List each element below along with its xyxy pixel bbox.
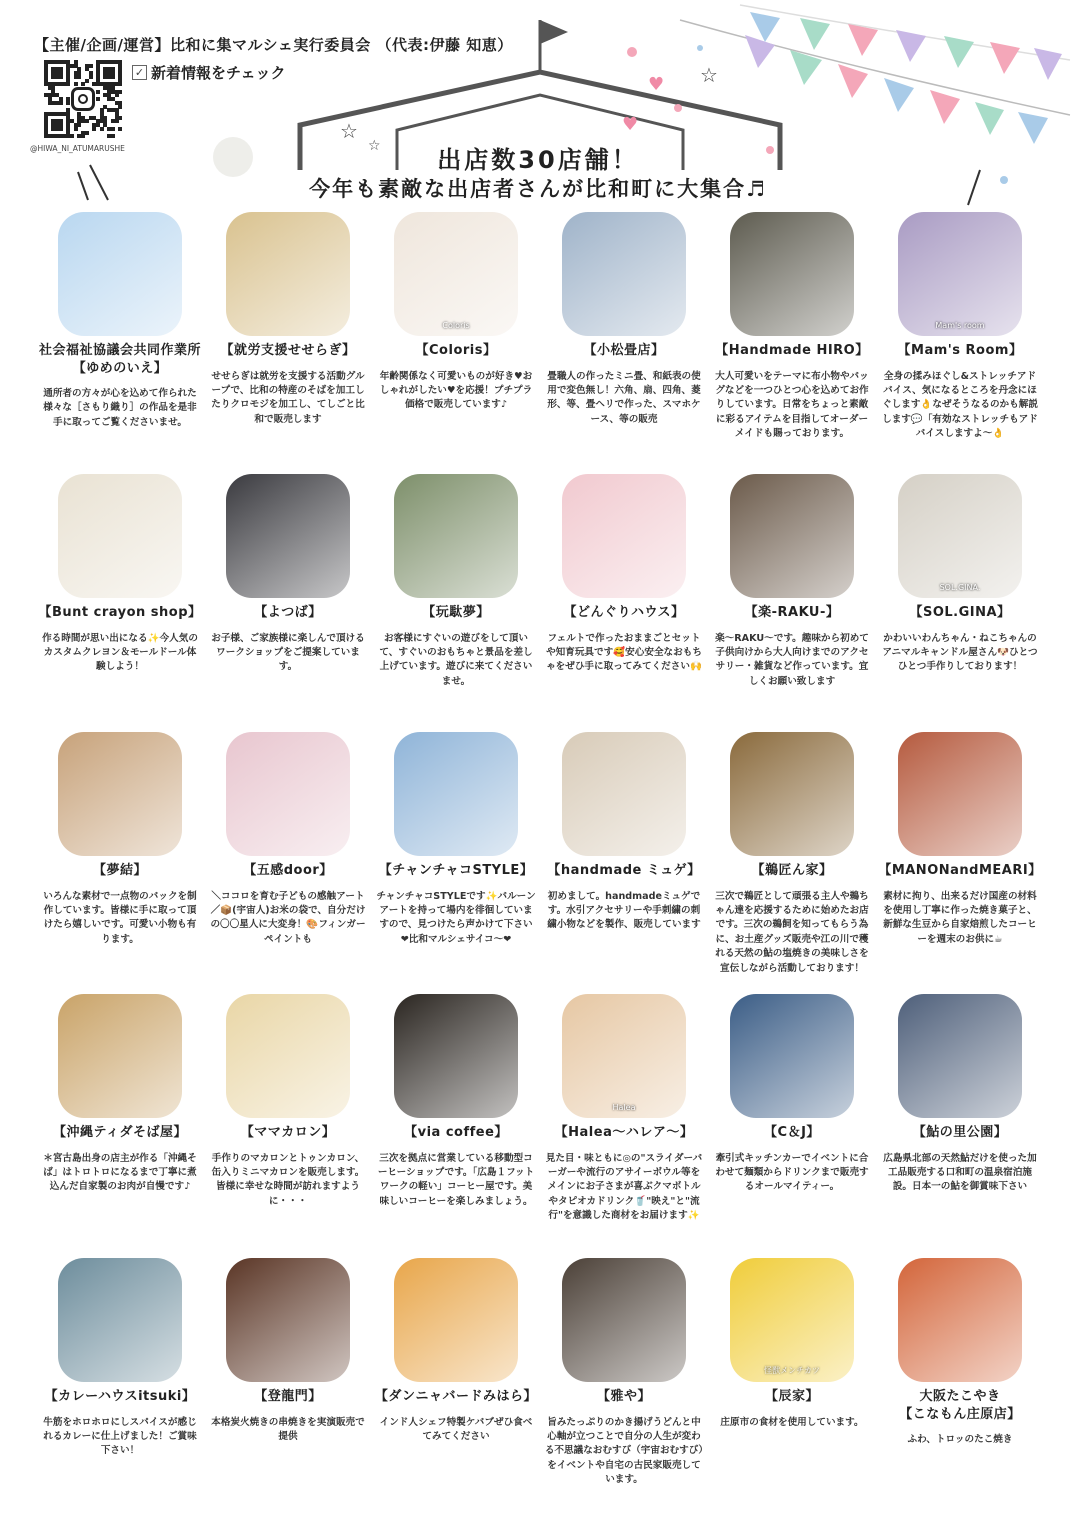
shop-photo (562, 732, 686, 856)
shop-card (540, 1258, 708, 1488)
shop-name: 【鵜匠ん家】 (751, 863, 833, 878)
shop-card (36, 474, 204, 675)
bunting-flag (838, 64, 868, 98)
shop-photo (898, 1258, 1022, 1382)
shop-description: 素材に拘り、出来るだけ国産の材料を使用し丁寧に作った焼き菓子と、新鮮な生豆から自家焙煎したコーヒーを週末のお供に☕ (883, 890, 1037, 945)
shop-card (708, 212, 876, 442)
shop-photo (394, 474, 518, 598)
shop-photo (562, 1258, 686, 1382)
shop-name: 大阪たこやき 【こなもん庄原店】 (899, 1389, 1021, 1422)
shop-card (708, 732, 876, 976)
shop-photo (226, 732, 350, 856)
shop-photo (898, 994, 1022, 1118)
bunting-flag (1034, 48, 1062, 80)
shop-description: 広島県北部の天然鮎だけを使った加工品販売する口和町の温泉宿泊施設。日本一の鮎を御賞味下さい (883, 1152, 1037, 1193)
shop-description: 見た目・味ともに◎の"スライダーバーガーや流行のアサイーボウル等をメインにお子さまが喜ぶクマボトルやタピオカドリンク🥤"映え"と"流行"を意識した商材をお届けます✨ (545, 1152, 703, 1222)
shop-name: 【カレーハウスitsuki】 (44, 1389, 196, 1404)
check-news-label: 新着情報をチェック (151, 64, 286, 82)
shop-card (708, 994, 876, 1195)
shop-photo (58, 994, 182, 1118)
shop-card (708, 474, 876, 689)
title-shop-count: 出店数30店舗！ (437, 146, 639, 174)
shop-description: 全身の揉みほぐし&ストレッチアドバイス、気になるところを丹念にほぐします👌なぜそうなるのかも解説します💬「有効なストレッチもアドバイスしますよ〜👌 (882, 370, 1038, 440)
shop-name: 【C＆J】 (764, 1125, 820, 1140)
heart-icon: ♥ (648, 74, 665, 95)
shop-description: 楽〜RAKU〜です。趣味から初めて子供向けから大人向けまでのアクセサリー・雑貨など作っています。宜しくお願い致します (715, 632, 869, 687)
shop-photo (898, 474, 1022, 598)
shop-photo (226, 474, 350, 598)
shop-description: ＼ココロを育む子どもの感触アート／📦(宇宙人)お米の袋で、自分だけの〇〇星人に大変身！🎨フィンガーペイントも (210, 890, 366, 945)
organizer-text: 【主催/企画/運営】比和に集マルシェ実行委員会 （代表:伊藤 知恵） (34, 36, 513, 54)
shop-description: 手作りのマカロンとトゥンカロン、缶入りミニマカロンを販売します。皆様に幸せな時間が訪れますように・・・ (211, 1152, 365, 1207)
shop-description: 三次を拠点に営業している移動型コーヒーショップです。「広島１フットワークの軽い」コーヒー屋です。美味しいコーヒーを楽しみましょう。 (377, 1152, 535, 1207)
header (0, 0, 1076, 210)
shop-description: フェルトで作ったおままごとセットや知育玩具です🥰安心安全なおもちゃをぜひ手に取ってみてください🙌 (546, 632, 702, 673)
shop-photo (730, 994, 854, 1118)
shop-card (36, 212, 204, 430)
shop-description: 庄原市の食材を使用しています。 (720, 1416, 864, 1428)
shop-description: 大人可愛いをテーマに布小物やバッグなどを一つひとつ心を込めてお作りしています。日常をちょっと素敵に彩るアイテムを目指してオーダーメイドも賜っております。 (715, 370, 869, 440)
star-icon: ☆ (700, 63, 718, 87)
shop-name: 【辰家】 (764, 1389, 819, 1404)
shop-card (372, 212, 540, 413)
shop-card (540, 212, 708, 427)
shop-photo (226, 1258, 350, 1382)
shop-description: 通所者の方々が心を込めて作られた様々な［さもり織り］の作品を是非手に取ってご覧くださいませ。 (43, 388, 197, 428)
shop-card (876, 994, 1044, 1195)
check-news-row[interactable] (132, 62, 286, 83)
shop-description: お客様にすぐいの遊びをして頂いて、すぐいのおもちゃと景品を差し上げています。遊びに来てくださいませ。 (379, 632, 533, 687)
shop-photo (730, 212, 854, 336)
shop-name: 【登龍門】 (254, 1389, 322, 1404)
shop-name: 【五感door】 (243, 863, 333, 878)
shop-name: 【via coffee】 (404, 1125, 508, 1140)
shop-photo (898, 732, 1022, 856)
shop-name: 【Handmade HIRO】 (715, 343, 869, 358)
shop-photo-label: Coloris (442, 321, 470, 330)
shop-name: 【どんぐりハウス】 (563, 605, 685, 620)
shop-description: いろんな素材で一点物のバックを制作しています。皆様に手に取って頂けたら嬉しいです。可愛い小物も有ります。 (43, 890, 197, 945)
shop-photo-label: Halea (612, 1103, 636, 1112)
checkbox-icon[interactable]: ✓ (132, 65, 147, 80)
shop-photo (394, 994, 518, 1118)
deco-dot (627, 47, 637, 57)
heart-icon: ♥ (622, 114, 639, 135)
shop-photo (898, 212, 1022, 336)
shop-name: 【よつば】 (254, 605, 322, 620)
shop-photo-label: SOL.GINA. (939, 583, 981, 592)
shop-description: せせらぎは就労を支援する活動グループで、比和の特産のそばを加工したりクロモジを加工し、てしごと比和で販売します (211, 370, 365, 425)
deco-dot (674, 104, 682, 112)
shop-description: 旨みたっぷりのかき揚げうどんと中心軸が立つことで自分の人生が変わる不思議なおむすび（宇宙おむすび）をイベントや自宅の古民家販売しています。 (544, 1416, 704, 1486)
flag-icon (540, 20, 568, 44)
shop-card (876, 732, 1044, 947)
shop-photo (58, 732, 182, 856)
shop-name: 【Coloris】 (415, 343, 497, 358)
instagram-icon (71, 87, 95, 111)
shop-card (372, 994, 540, 1209)
shop-name: 【チャンチャコSTYLE】 (378, 863, 534, 878)
shop-description: 畳職人の作ったミニ畳、和紙表の使用で変色無し！六角、扇、四角、菱形、等、畳ヘリで作った、スマホケース、等の販売 (547, 370, 701, 425)
shop-card (204, 994, 372, 1209)
shop-description: 本格炭火焼きの串焼きを実演販売で提供 (211, 1416, 365, 1442)
shop-photo (394, 212, 518, 336)
shop-name: 【Bunt crayon shop】 (38, 605, 202, 620)
shop-name: 【玩駄夢】 (422, 605, 490, 620)
shop-photo (226, 994, 350, 1118)
star-icon: ☆ (340, 119, 358, 143)
shop-photo (58, 212, 182, 336)
shop-card (876, 212, 1044, 442)
shop-name: 【雅や】 (596, 1389, 651, 1404)
bunting-flag (800, 18, 830, 50)
shop-name: 【沖縄ティダそば屋】 (53, 1125, 187, 1140)
title-subtitle: 今年も素敵な出店者さんが比和町に大集合♬ (309, 177, 767, 201)
shop-card (36, 994, 204, 1195)
shop-card (204, 474, 372, 675)
shop-name: 【Halea〜ハレア〜】 (554, 1125, 694, 1140)
bunting-flag (745, 35, 775, 68)
bunting-flag (750, 12, 780, 42)
deco-dot (697, 45, 703, 51)
bunting-flag (790, 50, 822, 85)
shop-name: 【小松畳店】 (583, 343, 665, 358)
shop-description: 初めまして。handmadeミュゲです。水引アクセサリーや手刺繍の刺繍小物などを製作、販売しています (547, 890, 701, 931)
shop-photo (562, 474, 686, 598)
bunting-flag (990, 42, 1020, 74)
shop-name: 【夢結】 (92, 863, 147, 878)
shop-card (540, 474, 708, 675)
instagram-handle: @HIWA_NI_ATUMARUSHE (30, 144, 125, 153)
shop-description: 牛筋をホロホロにしスパイスが感じれるカレーに仕上げました！ご賞味下さい！ (43, 1416, 197, 1457)
shop-description: インド人シェフ特製ケバブぜひ食べてみてください (379, 1416, 533, 1442)
shop-photo (226, 212, 350, 336)
shop-description: 作る時間が思い出になる✨今人気のカスタムクレヨン＆モールドール体験しよう！ (42, 632, 198, 673)
shop-description: ふわ、トロッのたこ焼き (907, 1434, 1013, 1446)
bunting-flag (896, 30, 926, 62)
shop-card (708, 1258, 876, 1430)
shop-photo (58, 474, 182, 598)
bunting-flag (930, 90, 960, 124)
shop-description: ＊宮古島出身の店主が作る「沖縄そば」はトロトロになるまで丁寧に煮込んだ自家製のお肉が自慢です♪ (43, 1152, 197, 1193)
shop-card (372, 1258, 540, 1444)
shop-name: 【楽-RAKU-】 (744, 605, 840, 620)
shop-name: 【ダンニャバードみはら】 (374, 1389, 538, 1404)
shop-card (372, 474, 540, 689)
shop-photo-label: Mam's room (935, 321, 985, 330)
shop-card (876, 1258, 1044, 1447)
shop-card (36, 1258, 204, 1459)
shop-card (204, 1258, 372, 1444)
shop-photo (394, 1258, 518, 1382)
shop-description: かわいいわんちゃん・ねこちゃんのアニマルキャンドル屋さん🐶ひとつひとつ手作りしております！ (882, 632, 1038, 673)
shop-photo-label: 怪獣メンチカツ (764, 1366, 820, 1375)
shop-name: 【鮎の里公園】 (912, 1125, 1008, 1140)
shop-photo (562, 212, 686, 336)
shop-card (540, 732, 708, 933)
shop-photo (730, 1258, 854, 1382)
shop-photo (394, 732, 518, 856)
bunting-flag (884, 78, 914, 112)
shop-description: 年齢関係なく可愛いものが好き♥おしゃれがしたい♥を応援！プチプラ価格で販売しています♪ (379, 370, 533, 411)
shop-name: 社会福祉協議会共同作業所 【ゆめのいえ】 (38, 343, 201, 376)
shop-photo (730, 474, 854, 598)
shop-card (540, 994, 708, 1224)
shop-name: 【MANONandMEARI】 (878, 863, 1042, 878)
shop-name: 【就労支援せせらぎ】 (220, 343, 356, 358)
shop-card (36, 732, 204, 947)
shop-photo (562, 994, 686, 1118)
shop-name: 【Mam's Room】 (897, 343, 1023, 358)
shop-description: チャンチャコSTYLEです✨バルーンアートを持って場内を徘徊していますので、見つけたら声かけて下さい❤比和マルシェサイコ〜❤ (376, 890, 536, 945)
shop-card (204, 212, 372, 427)
shop-name: 【SOL.GINA】 (909, 605, 1011, 620)
shop-photo (730, 732, 854, 856)
qr-code[interactable] (44, 60, 122, 138)
shop-card (204, 732, 372, 947)
shop-card (372, 732, 540, 947)
shop-name: 【handmade ミュゲ】 (547, 863, 701, 878)
shop-description: お子様、ご家族様に楽しんで頂けるワークショップをご提案しています。 (211, 632, 365, 673)
shop-name: 【ママカロン】 (240, 1125, 336, 1140)
shop-photo (58, 1258, 182, 1382)
shop-description: 三次で鵜匠として頑張る主人や鵜ちゃん達を応援するために始めたお店です。三次の鵜飼を知ってもらう為に、お土産グッズ販売や江の川で穫れる天然の鮎の塩焼きの美味しさを宣伝しながら活動しております！ (715, 890, 869, 974)
shop-card (876, 474, 1044, 675)
shop-description: 牽引式キッチンカーでイベントに合わせて麺類からドリンクまで販売するオールマイティー。 (715, 1152, 869, 1193)
bunting-flag (944, 36, 974, 68)
star-icon: ☆ (368, 138, 381, 154)
bunting-flag (975, 102, 1004, 135)
